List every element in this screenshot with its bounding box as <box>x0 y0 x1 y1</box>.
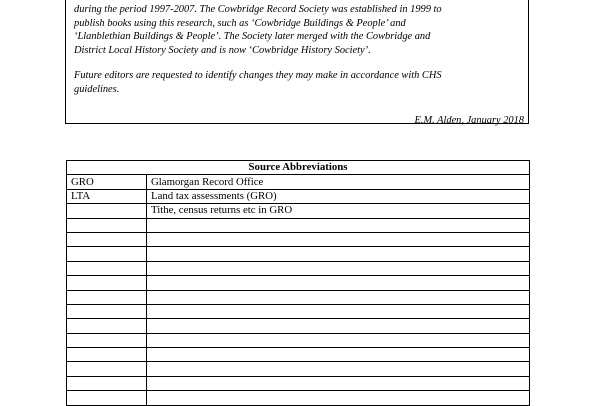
history-paragraph <box>74 3 520 57</box>
history-line: District Local History Society and is now ‘Cowbridge History Society’. <box>74 44 371 56</box>
abbreviation-code-cell <box>67 276 147 290</box>
abbreviation-description-cell <box>147 348 530 362</box>
abbreviation-code-cell <box>67 247 147 261</box>
abbreviation-description-cell <box>147 276 530 290</box>
abbreviation-code-cell <box>67 348 147 362</box>
abbreviation-code-cell: GRO <box>67 175 147 189</box>
table-row <box>67 204 530 218</box>
abbreviation-code-cell <box>67 362 147 376</box>
abbreviation-description-cell <box>147 232 530 246</box>
abbreviation-code-cell <box>67 391 147 405</box>
table-row <box>67 189 530 203</box>
table-row <box>67 391 530 405</box>
abbreviation-description-cell: Land tax assessments (GRO) <box>147 189 530 203</box>
table-row <box>67 304 530 318</box>
abbreviation-code-cell: LTA <box>67 189 147 203</box>
abbreviation-description-cell <box>147 376 530 390</box>
table-row <box>67 319 530 333</box>
table-row <box>67 348 530 362</box>
request-line: Future editors are requested to identify changes they may make in accordance with CHS <box>74 70 442 81</box>
table-row <box>67 261 530 275</box>
table-row <box>67 362 530 376</box>
abbreviation-description-cell <box>147 362 530 376</box>
abbreviation-code-cell <box>67 333 147 347</box>
abbreviation-description-cell <box>147 247 530 261</box>
author-signature: E.M. Alden, January 2018 <box>414 115 524 126</box>
history-line: during the period 1997-2007. The Cowbridge Record Society was established in 1999 to <box>74 4 442 15</box>
abbreviation-description-cell: Tithe, census returns etc in GRO <box>147 204 530 218</box>
abbreviation-description-cell <box>147 319 530 333</box>
abbreviation-description-cell <box>147 218 530 232</box>
table-row <box>67 232 530 246</box>
abbreviation-description-cell <box>147 290 530 304</box>
abbreviation-code-cell <box>67 290 147 304</box>
abbreviation-description-cell <box>147 261 530 275</box>
abbreviation-description-cell <box>147 304 530 318</box>
abbreviation-code-cell <box>67 319 147 333</box>
history-line: publish books using this research, such as ‘Cowbridge Buildings & People’ and <box>74 17 406 29</box>
table-row <box>67 290 530 304</box>
abbreviation-code-cell <box>67 261 147 275</box>
table-row <box>67 376 530 390</box>
abbreviation-description-cell <box>147 391 530 405</box>
request-line: guidelines. <box>74 83 120 95</box>
table-row <box>67 218 530 232</box>
table-row <box>67 175 530 189</box>
table-header-row <box>67 161 530 175</box>
editorial-note-box <box>65 0 529 124</box>
abbreviation-description-cell <box>147 333 530 347</box>
history-line: ‘Llanblethian Buildings & People’. The Society later merged with the Cowbridge and <box>74 31 431 42</box>
abbreviation-description-cell: Glamorgan Record Office <box>147 175 530 189</box>
table-row <box>67 247 530 261</box>
abbreviation-code-cell <box>67 204 147 218</box>
table-row <box>67 276 530 290</box>
abbreviation-code-cell <box>67 218 147 232</box>
abbreviation-code-cell <box>67 232 147 246</box>
abbreviation-code-cell <box>67 376 147 390</box>
source-abbreviations-table <box>66 160 530 406</box>
editors-request-paragraph <box>74 69 520 96</box>
abbreviation-code-cell <box>67 304 147 318</box>
table-title: Source Abbreviations <box>67 161 530 175</box>
table-body <box>67 175 530 405</box>
table-row <box>67 333 530 347</box>
